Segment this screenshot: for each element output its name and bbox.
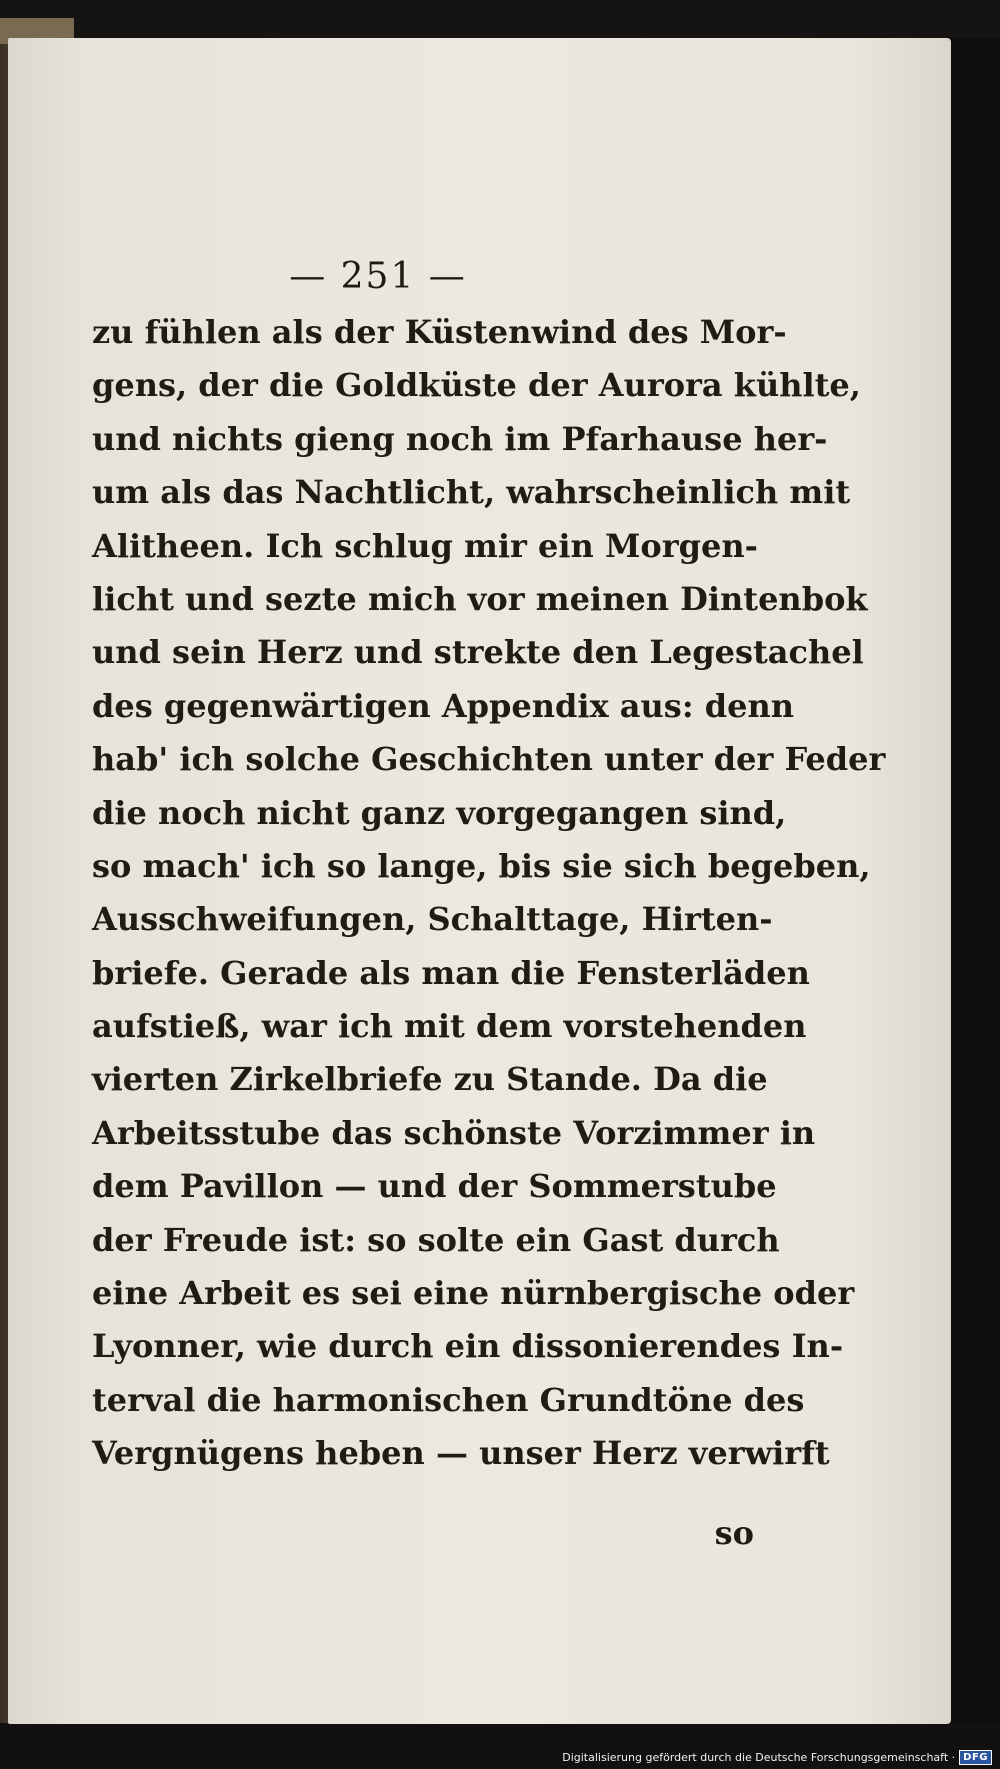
page-number: — 251 — — [289, 256, 467, 297]
text-line: Ausschweifungen, Schalttage, Hirten- — [92, 900, 773, 939]
text-line: briefe. Gerade als man die Fensterläden — [92, 953, 810, 992]
text-line: eine Arbeit es sei eine nürnbergische oder — [92, 1274, 855, 1313]
digitization-credit — [562, 1750, 992, 1765]
book-page — [8, 38, 951, 1724]
text-line: gens, der die Goldküste der Aurora kühlte, — [92, 366, 861, 405]
text-line: Vergnügens heben — unser Herz verwirft — [92, 1434, 830, 1473]
text-line: zu fühlen als der Küstenwind des Mor- — [92, 313, 787, 351]
footer-bar — [0, 1724, 1000, 1769]
text-line: die noch nicht ganz vorgegangen sind, — [92, 793, 787, 832]
text-line: und sein Herz und strekte den Legestachel — [92, 633, 864, 672]
text-line: Arbeitsstube das schönste Vorzimmer in — [92, 1113, 816, 1152]
text-line: dem Pavillon — und der Sommerstube — [92, 1167, 777, 1206]
text-line: und nichts gieng noch im Pfarhause her- — [92, 419, 828, 458]
text-line: der Freude ist: so solte ein Gast durch — [92, 1220, 780, 1259]
text-line: hab' ich solche Geschichten unter der Feder — [92, 740, 886, 779]
credit-text: Digitalisierung gefördert durch die Deutsche Forschungsgemeinschaft · — [562, 1751, 956, 1764]
catchword: so — [714, 1514, 754, 1552]
text-line: vierten Zirkelbriefe zu Stande. Da die — [92, 1060, 768, 1099]
text-line: des gegenwärtigen Appendix aus: denn — [92, 686, 795, 725]
body-text — [92, 306, 886, 1481]
text-line: Lyonner, wie durch ein dissonierendes In- — [92, 1327, 844, 1366]
text-line: terval die harmonischen Grundtöne des — [92, 1380, 805, 1419]
text-line: um als das Nachtlicht, wahrscheinlich mit — [92, 473, 851, 512]
text-line: aufstieß, war ich mit dem vorstehenden — [92, 1007, 807, 1046]
text-line: licht und sezte mich vor meinen Dintenbok — [92, 579, 868, 618]
text-line: Alitheen. Ich schlug mir ein Morgen- — [92, 526, 758, 565]
page-edge-shadow — [951, 38, 1000, 1728]
dfg-logo-icon: DFG — [959, 1750, 992, 1765]
text-line: so mach' ich so lange, bis sie sich begeben, — [92, 846, 871, 885]
